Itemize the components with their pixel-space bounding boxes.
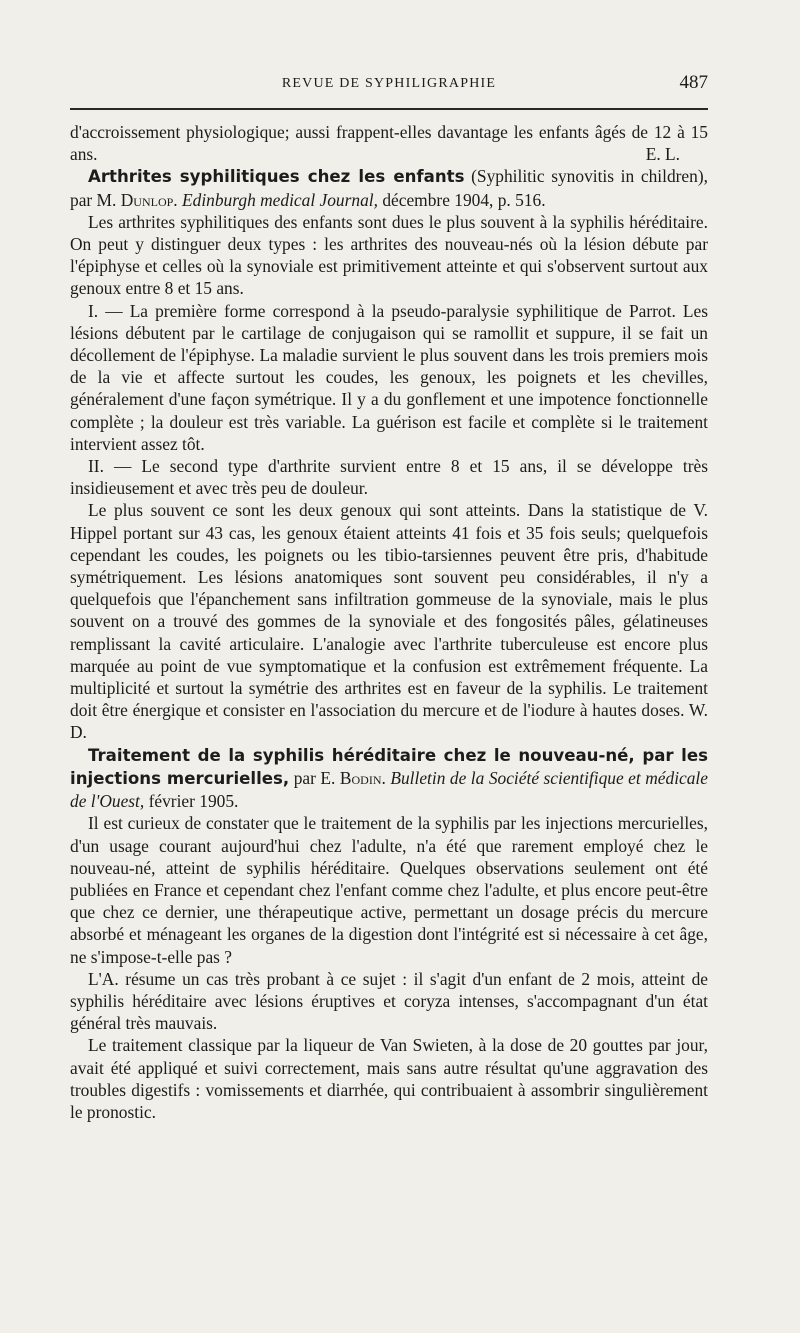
article2-paragraph: Les arthrites syphilitiques des enfants sont dues le plus souvent à la syphilis héréditaire. On peut y distinguer deux types : les arthrites des nouveau-nés où la lésion débute par l'épiphyse et celles où la synoviale est primitivement atteinte et qui s'observent surtout aux genoux entre 8 et 15 ans. bbox=[70, 211, 708, 299]
article3-citation: février 1905. bbox=[148, 791, 239, 812]
article2-paragraph: Le plus souvent ce sont les deux genoux qui sont atteints. Dans la statistique de V. Hippel portant sur 43 cas, les genoux étaient atteints 41 fois et 35 fois seuls; quelquefois cependant les coudes, les poignets ou les tibio-tarsiennes peuvent être pris, d'habitude symétriquement. Les lésions anatomiques sont souvent peu considérables, il n'y a quelquefois que l'épanchement sans infiltration gommeuse de la synoviale, mais le plus souvent on a trouvé des gommes de la synoviale et des fongosités pâles, gélatineuses remplissant la cavité articulaire. L'analogie avec l'arthrite tuberculeuse est encore plus marquée au point de vue symptomatique et la confusion est extrêmement fréquente. La multiplicité et surtout la symétrie des arthrites est en faveur de la syphilis. Le traitement doit être énergique et consister en l'association du mercure et de l'iodure à hautes doses. W. D. bbox=[70, 500, 708, 743]
article3-paragraph: Il est curieux de constater que le traitement de la syphilis par les injections mercurielles, d'un usage courant aujourd'hui chez l'adulte, n'a été que rarement employé chez le nouveau-né, atteint de syphilis héréditaire. Quelques observations seulement ont été publiées en France et cependant chez l'enfant comme chez l'adulte, et plus encore peut-être que chez ce dernier, une thérapeutique active, permettant un dosage précis du mercure absorbé et ménageant les organes de la digestion dont l'intégrité est si nécessaire à cet âge, ne s'impose-t-elle pas ? bbox=[70, 813, 708, 967]
article3-paragraph: L'A. résume un cas très probant à ce sujet : il s'agit d'un enfant de 2 mois, atteint de syphilis héréditaire avec lésions éruptives et coryza intenses, s'accompagnant d'un état général très mauvais. bbox=[70, 968, 708, 1034]
page-header bbox=[70, 72, 708, 98]
article3-author: Bodin. bbox=[339, 767, 386, 788]
article2-paragraph: I. — La première forme correspond à la pseudo-paralysie syphilitique de Parrot. Les lésions débutent par le cartilage de conjugaison qui se ramollit et suppure, il se fait un décollement de l'épiphyse. La maladie survient le plus souvent dans les trois premiers mois de la vie et affecte surtout les coudes, les genoux, les poignets et les chevilles, généralement d'une façon symétrique. Il y a du gonflement et une impotence fonctionnelle complète ; la douleur est très variable. La guérison est facile et complète si le traitement intervient assez tôt. bbox=[70, 300, 708, 454]
article2-english-title: (Syphilitic synovitis in children), par M. bbox=[70, 166, 708, 210]
article2-author: Dunlop. bbox=[120, 189, 178, 210]
article1-text: d'accroissement physiologique; aussi frappent-elles davantage les enfants âgés de 12 à 15 ans. bbox=[70, 122, 708, 165]
article2-title: Arthrites syphilitiques chez les enfants bbox=[88, 167, 465, 187]
running-title: REVUE DE SYPHILIGRAPHIE bbox=[281, 76, 497, 91]
page-body bbox=[70, 121, 708, 1123]
article2-citation: décembre 1904, p. 516. bbox=[382, 189, 546, 210]
article2-journal: Edinburgh medical Journal, bbox=[182, 189, 378, 210]
article3-heading bbox=[70, 744, 708, 813]
header-rule bbox=[70, 108, 708, 110]
article2-heading bbox=[70, 165, 708, 210]
page-number: 487 bbox=[679, 72, 708, 93]
article3-by: par E. bbox=[293, 767, 336, 788]
article3-title: Traitement de la syphilis héréditaire chez le nouveau-né, par les injections mercurielles, bbox=[70, 745, 708, 788]
article1-initials: E. L. bbox=[645, 144, 680, 165]
article2-paragraph: II. — Le second type d'arthrite survient entre 8 et 15 ans, il se développe très insidieusement et avec très peu de douleur. bbox=[70, 456, 708, 499]
article3-journal: Bulletin de la Société scientifique et médicale de l'Ouest, bbox=[70, 767, 708, 812]
page bbox=[70, 0, 708, 1333]
article1-ending bbox=[70, 121, 708, 165]
article3-paragraph: Le traitement classique par la liqueur de Van Swieten, à la dose de 20 gouttes par jour, avait été appliqué et suivi correctement, mais sans autre résultat qu'une aggravation des troubles digestifs : vomissements et diarrhée, qui contribuaient à assombrir singulièrement le pronostic. bbox=[70, 1035, 708, 1122]
